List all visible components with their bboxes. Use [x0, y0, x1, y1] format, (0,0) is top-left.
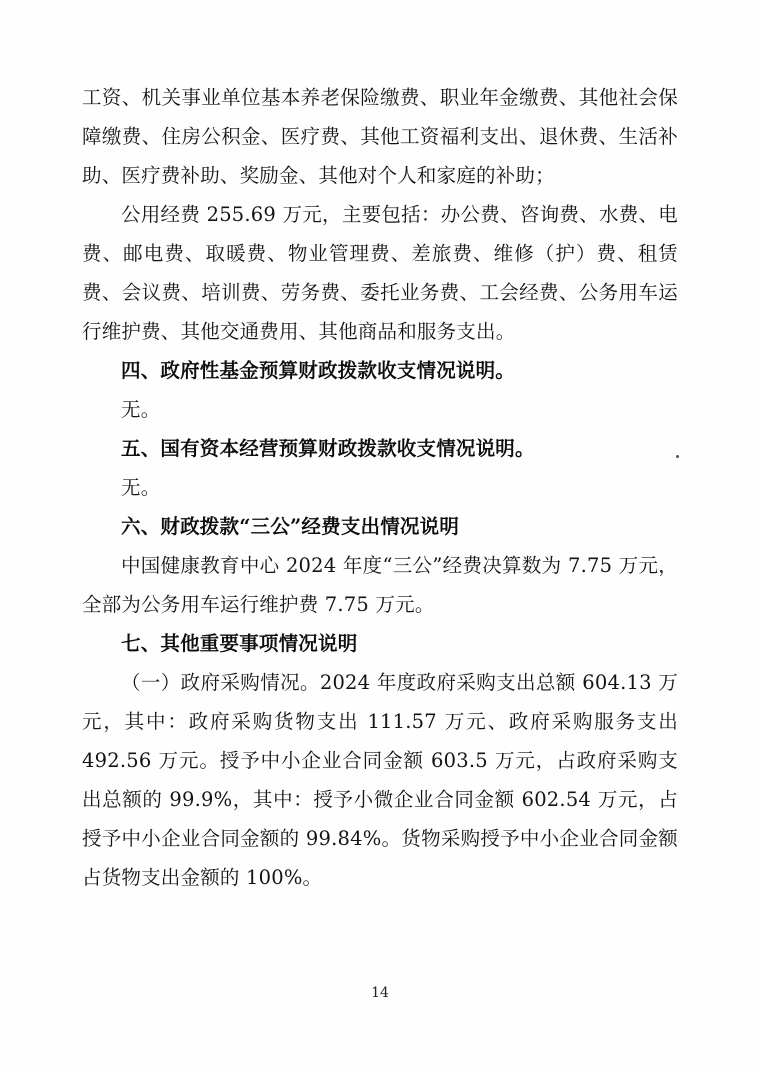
heading-state-capital-budget: 五、国有资本经营预算财政拨款收支情况说明。: [121, 437, 535, 460]
paragraph-public-funds: 公用经费 255.69 万元，主要包括：办公费、咨询费、水费、电费、邮电费、取暖费、物业管理费、差旅费、维修（护）费、租赁费、会议费、培训费、劳务费、委托业务费、工会经费、公务用车运行维护费、其他交通费用、其他商品和服务支出。: [82, 203, 678, 343]
paragraph-government-procurement: （一）政府采购情况。2024 年度政府采购支出总额 604.13 万元，其中：政府采购货物支出 111.57 万元、政府采购服务支出 492.56 万元。授予中小企业合同金额 603.5 万元，占政府采购支出总额的 99.9%，其中：授予小微企业合同金额 602.54 万元，占授予中小企业合同金额的 99.84%。货物采购授予中小企业合同金额占货物支出金额的 100%。: [82, 671, 678, 889]
paragraph-none-2: 无。: [121, 476, 161, 499]
stray-dot-mark: [676, 455, 679, 458]
page-number: 14: [371, 985, 389, 1001]
paragraph-three-public-detail: 中国健康教育中心 2024 年度“三公”经费决算数为 7.75 万元，全部为公务用车运行维护费 7.75 万元。: [82, 554, 678, 616]
heading-gov-fund-budget: 四、政府性基金预算财政拨款收支情况说明。: [121, 359, 516, 382]
heading-three-public-expense: 六、财政拨款“三公”经费支出情况说明: [121, 515, 460, 538]
heading-other-important-matters: 七、其他重要事项情况说明: [121, 632, 358, 655]
paragraph-none-1: 无。: [121, 398, 161, 421]
paragraph-salary-items: 工资、机关事业单位基本养老保险缴费、职业年金缴费、其他社会保障缴费、住房公积金、医疗费、其他工资福利支出、退休费、生活补助、医疗费补助、奖励金、其他对个人和家庭的补助；: [82, 86, 678, 187]
page-content: [82, 78, 678, 897]
